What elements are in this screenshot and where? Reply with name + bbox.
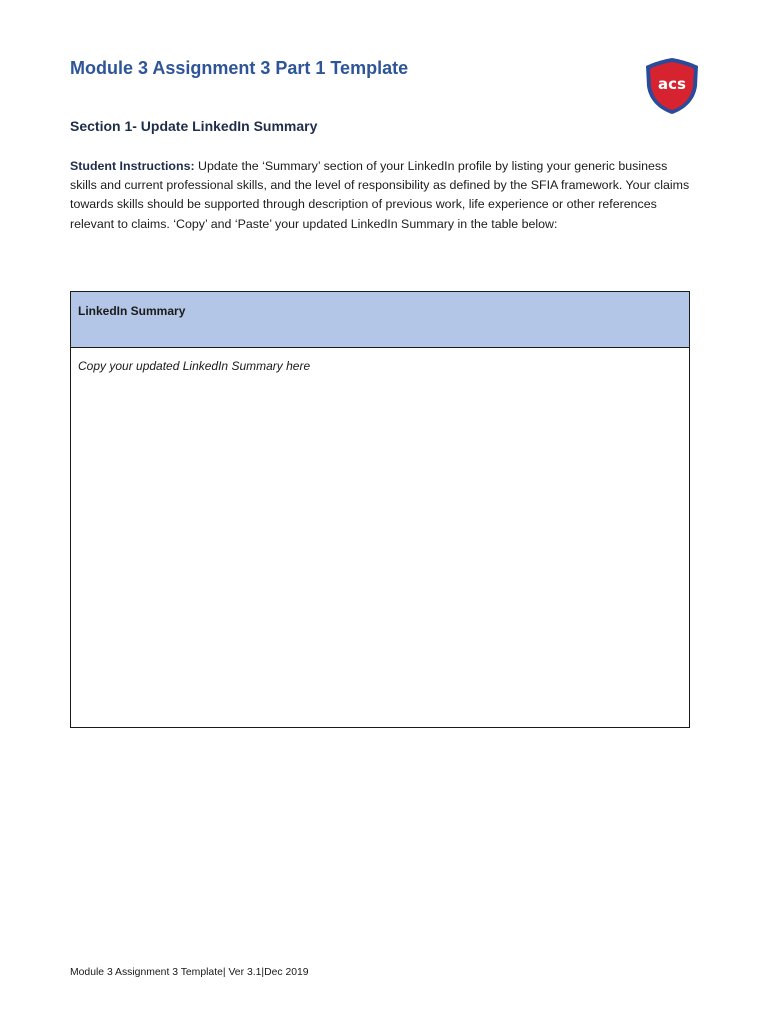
table-header: LinkedIn Summary xyxy=(71,292,689,348)
student-instructions xyxy=(70,157,695,234)
logo-text: acs xyxy=(658,75,686,93)
instructions-body: Update the ‘Summary’ section of your LinkedIn profile by listing your generic business skills and current professional skills, and the level of responsibility as defined by the SFIA framework. Your claims towards skills should be supported through description of previous work, life experience or other references relevant to claims. ‘Copy’ and ‘Paste’ your updated LinkedIn Summary in the table below: xyxy=(70,159,690,231)
document-title: Module 3 Assignment 3 Part 1 Template xyxy=(70,58,409,78)
instructions-lead: Student Instructions: xyxy=(70,159,195,173)
page-footer: Module 3 Assignment 3 Template| Ver 3.1|Dec 2019 xyxy=(70,967,309,978)
summary-entry-area[interactable]: Copy your updated LinkedIn Summary here xyxy=(78,359,311,373)
section-heading: Section 1- Update LinkedIn Summary xyxy=(70,118,318,134)
linkedin-summary-table xyxy=(70,291,690,728)
acs-logo-icon xyxy=(644,56,700,116)
